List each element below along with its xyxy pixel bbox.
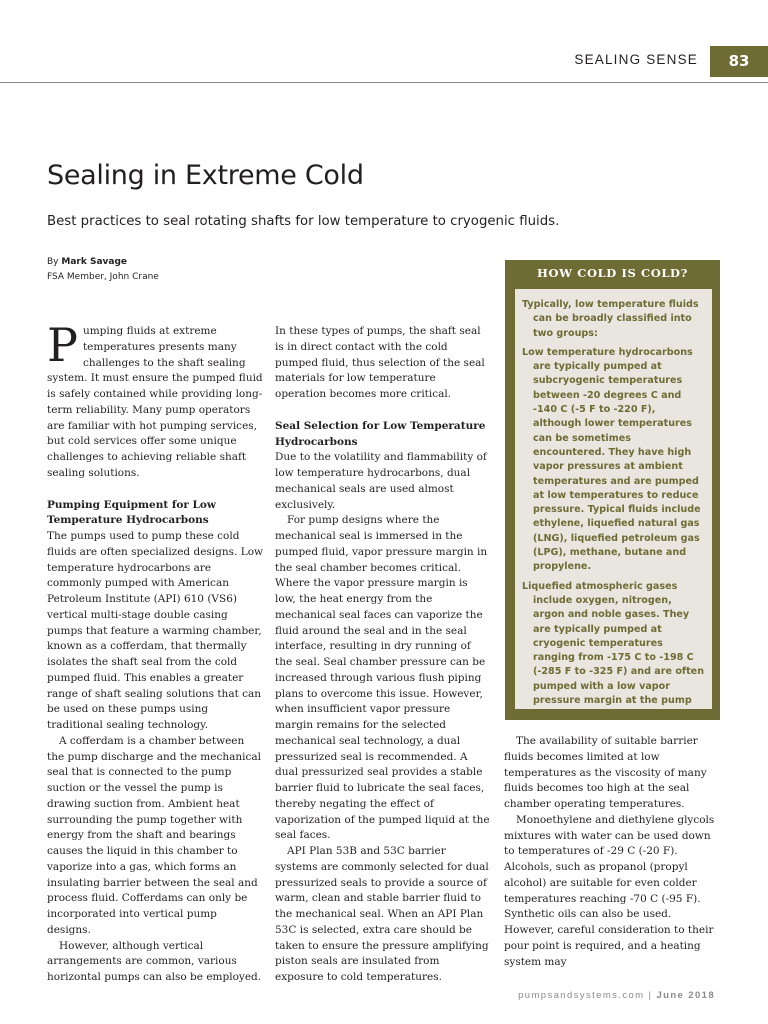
author-affiliation: FSA Member, John Crane: [47, 272, 159, 282]
sidebar-how-cold: [505, 260, 720, 720]
header-rule: [0, 82, 768, 83]
article-subtitle: Best practices to seal rotating shafts for low temperature to cryogenic fluids.: [47, 214, 560, 229]
section-label: SEALING SENSE: [574, 52, 698, 67]
body-paragraph: A cofferdam is a chamber between the pump discharge and the mechanical seal that is connected to the pump suction or the vessel the pump is drawing suction from. Ambient heat surrounding the pump together with energy from the shaft and bearings causes the liquid in this chamber to vaporize into a gas, which forms an insulating barrier between the seal and process fluid. Cofferdams can only be incorporated into vertical pump designs.: [47, 734, 262, 936]
body-paragraph: For pump designs where the mechanical seal is immersed in the pumped fluid, vapor pressure margin in the seal chamber becomes critical. Where the vapor pressure margin is low, the heat energy from the mechanical seal faces can vaporize the fluid around the seal and in the seal interface, resulting in dry running of the seal. Seal chamber pressure can be increased through various flush piping plans to overcome this issue. However, when insufficient vapor pressure margin remains for the selected mechanical seal technology, a dual pressurized seal is recommended. A dual pressurized seal provides a stable barrier fluid to lubricate the seal faces, thereby negating the effect of vaporization of the pumped liquid at the seal faces.: [275, 514, 490, 842]
body-column-3: [504, 734, 720, 970]
body-paragraph: The pumps used to pump these cold fluids are often specialized designs. Low temperature hydrocarbons are commonly pumped with American Petroleum Institute (API) 610 (VS6) vertical multi-stage double casing pumps that feature a warming chamber, known as a cofferdam, that thermally isolates the shaft seal from the cold pumped fluid. This enables a greater range of shaft sealing solutions that can be used on these pumps using traditional sealing technology.: [47, 530, 263, 731]
body-paragraph: API Plan 53B and 53C barrier systems are commonly selected for dual pressurized seals to provide a source of warm, clean and stable barrier fluid to the mechanical seal. When an API Plan 53C is selected, extra care should be taken to ensure the pressure amplifying piston seals are insulated from exposure to cold temperatures.: [275, 845, 489, 983]
intro-paragraph: [47, 318, 263, 482]
section-heading-pumping-equipment: Pumping Equipment for Low Temperature Hydrocarbons: [47, 498, 216, 527]
footer-issue: June 2018: [656, 990, 715, 1001]
author-name: Mark Savage: [61, 257, 128, 267]
sidebar-title: HOW COLD IS COLD?: [537, 266, 688, 280]
intro-text: umping fluids at extreme temperatures presents many challenges to the shaft sealing system. It must ensure the pumped fluid is safely contained while providing long-term reliability. Many pump operators are familiar with hot pumping services, but cold services offer some unique challenges to achieving reliable shaft sealing solutions.: [47, 325, 263, 479]
footer-site: pumpsandsystems.com: [518, 990, 645, 1001]
body-column-1: [47, 318, 263, 986]
sidebar-paragraph: Low temperature hydrocarbons are typically pumped at subcryogenic temperatures between -20 degrees C and -140 C (-5 F to -220 F), although lower temperatures can be sometimes encountered. They have high vapor pressures at ambient temperatures and are pumped at low temperatures to reduce pressure. Typical fluids include ethylene, liquefied natural gas (LNG), liquefied petroleum gas (LPG), methane, butane and propylene.: [522, 346, 701, 573]
article-title: Sealing in Extreme Cold: [47, 160, 364, 191]
section-heading-seal-selection: Seal Selection for Low Temperature Hydrocarbons: [275, 419, 486, 448]
sidebar-content-box: [515, 289, 712, 721]
page-number-badge: 83: [710, 46, 768, 77]
body-paragraph: In these types of pumps, the shaft seal is in direct contact with the cold pumped fluid, thus selection of the seal materials for low temperature operation becomes more critical.: [275, 325, 485, 400]
sidebar-paragraph: Liquefied atmospheric gases include oxygen, nitrogen, argon and noble gases. They are typically pumped at cryogenic temperatures ranging from -175 C to -198 C (-285 F to -325 F) and are often pumped with a low vapor pressure margin at the pump suction.: [522, 580, 705, 721]
body-paragraph: Monoethylene and diethylene glycols mixtures with water can be used down to temperatures of -29 C (-20 F). Alcohols, such as propanol (propyl alcohol) are suitable for even colder temperatures reaching -70 C (-95 F). Synthetic oils can also be used. However, careful consideration to their pour point is required, and a heating system may: [504, 813, 715, 968]
byline: [47, 255, 159, 285]
sidebar-paragraph: Typically, low temperature fluids can be broadly classified into two groups:: [522, 299, 699, 339]
byline-author-line: [47, 255, 159, 270]
footer-separator: |: [644, 990, 657, 1001]
body-column-2: [275, 324, 490, 986]
page-footer: [518, 990, 715, 1001]
drop-cap: P: [47, 318, 78, 372]
body-paragraph: The availability of suitable barrier fluids becomes limited at low temperatures as the viscosity of many fluids becomes too high at the seal chamber operating temperatures.: [504, 735, 707, 810]
body-paragraph: Due to the volatility and flammability of low temperature hydrocarbons, dual mechanical seals are used almost exclusively.: [275, 451, 487, 511]
body-paragraph: However, although vertical arrangements are common, various horizontal pumps can also be employed.: [47, 939, 262, 983]
byline-prefix: By: [47, 257, 59, 267]
